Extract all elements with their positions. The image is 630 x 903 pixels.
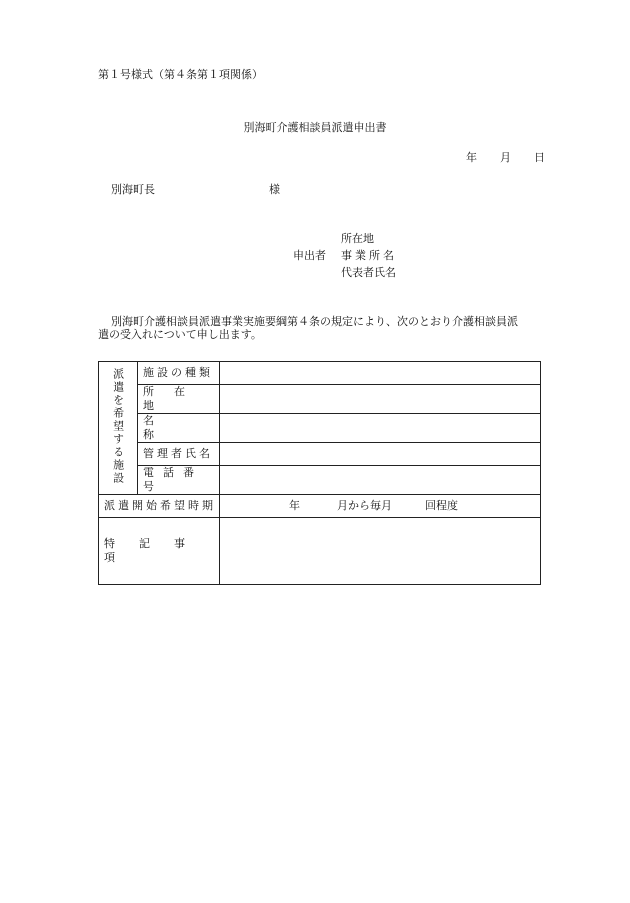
facility-address-label-cell [138,385,220,414]
applicant-representative-label: 代表者氏名 [341,266,396,279]
group-label: 派遣を希望する施設 [111,367,125,485]
facility-address-field[interactable] [220,385,541,414]
date-year-label: 年 [466,151,477,164]
remarks-label: 特記事項 [104,537,209,564]
start-period-year: 年 [289,499,300,512]
start-period-label-cell [99,495,220,518]
applicant-label: 申出者 [293,249,326,262]
applicant-address-label-text: 所在地 [341,232,374,245]
phone-number-label-cell [138,466,220,495]
table-row [99,466,541,495]
application-table [98,361,541,585]
start-period-label: 派遣開始希望時期 [104,499,216,512]
facility-address-label: 所在地 [143,385,205,412]
remarks-label-cell [99,518,220,585]
form-number: 第１号様式（第４条第１項関係） [98,68,263,81]
addressee-honorific: 様 [269,183,280,196]
facility-type-label-cell [138,362,220,385]
start-period-count: 回程度 [425,499,458,512]
body-text-line2: 遣の受入れについて申し出ます。 [98,328,262,341]
addressee-name: 別海町長 [111,183,155,196]
table-row [99,385,541,414]
applicant-office-label: 事業所名 [341,249,397,262]
table-row [99,414,541,443]
facility-name-label-cell [138,414,220,443]
facility-name-field[interactable] [220,414,541,443]
document-title: 別海町介護相談員派遣申出書 [243,121,387,134]
date-day-label: 日 [534,151,545,164]
manager-name-field[interactable] [220,443,541,466]
phone-number-label: 電話番号 [143,466,203,493]
applicant-address-label [341,232,398,246]
phone-number-field[interactable] [220,466,541,495]
table-row [99,362,541,385]
table-row [99,518,541,585]
manager-name-label-cell [138,443,220,466]
manager-name-label: 管理者氏名 [143,447,213,460]
table-row [99,495,541,518]
facility-type-label: 施設の種類 [143,366,213,379]
date-month-label: 月 [500,151,511,164]
body-text-line1: 別海町介護相談員派遣事業実施要綱第４条の規定により、次のとおり介護相談員派 [111,315,518,328]
table-row [99,443,541,466]
remarks-field[interactable] [220,518,541,585]
facility-name-label: 名称 [143,414,207,441]
start-period-field[interactable] [220,495,541,518]
facility-type-field[interactable] [220,362,541,385]
group-label-cell [99,362,138,495]
start-period-month: 月から毎月 [337,499,392,512]
